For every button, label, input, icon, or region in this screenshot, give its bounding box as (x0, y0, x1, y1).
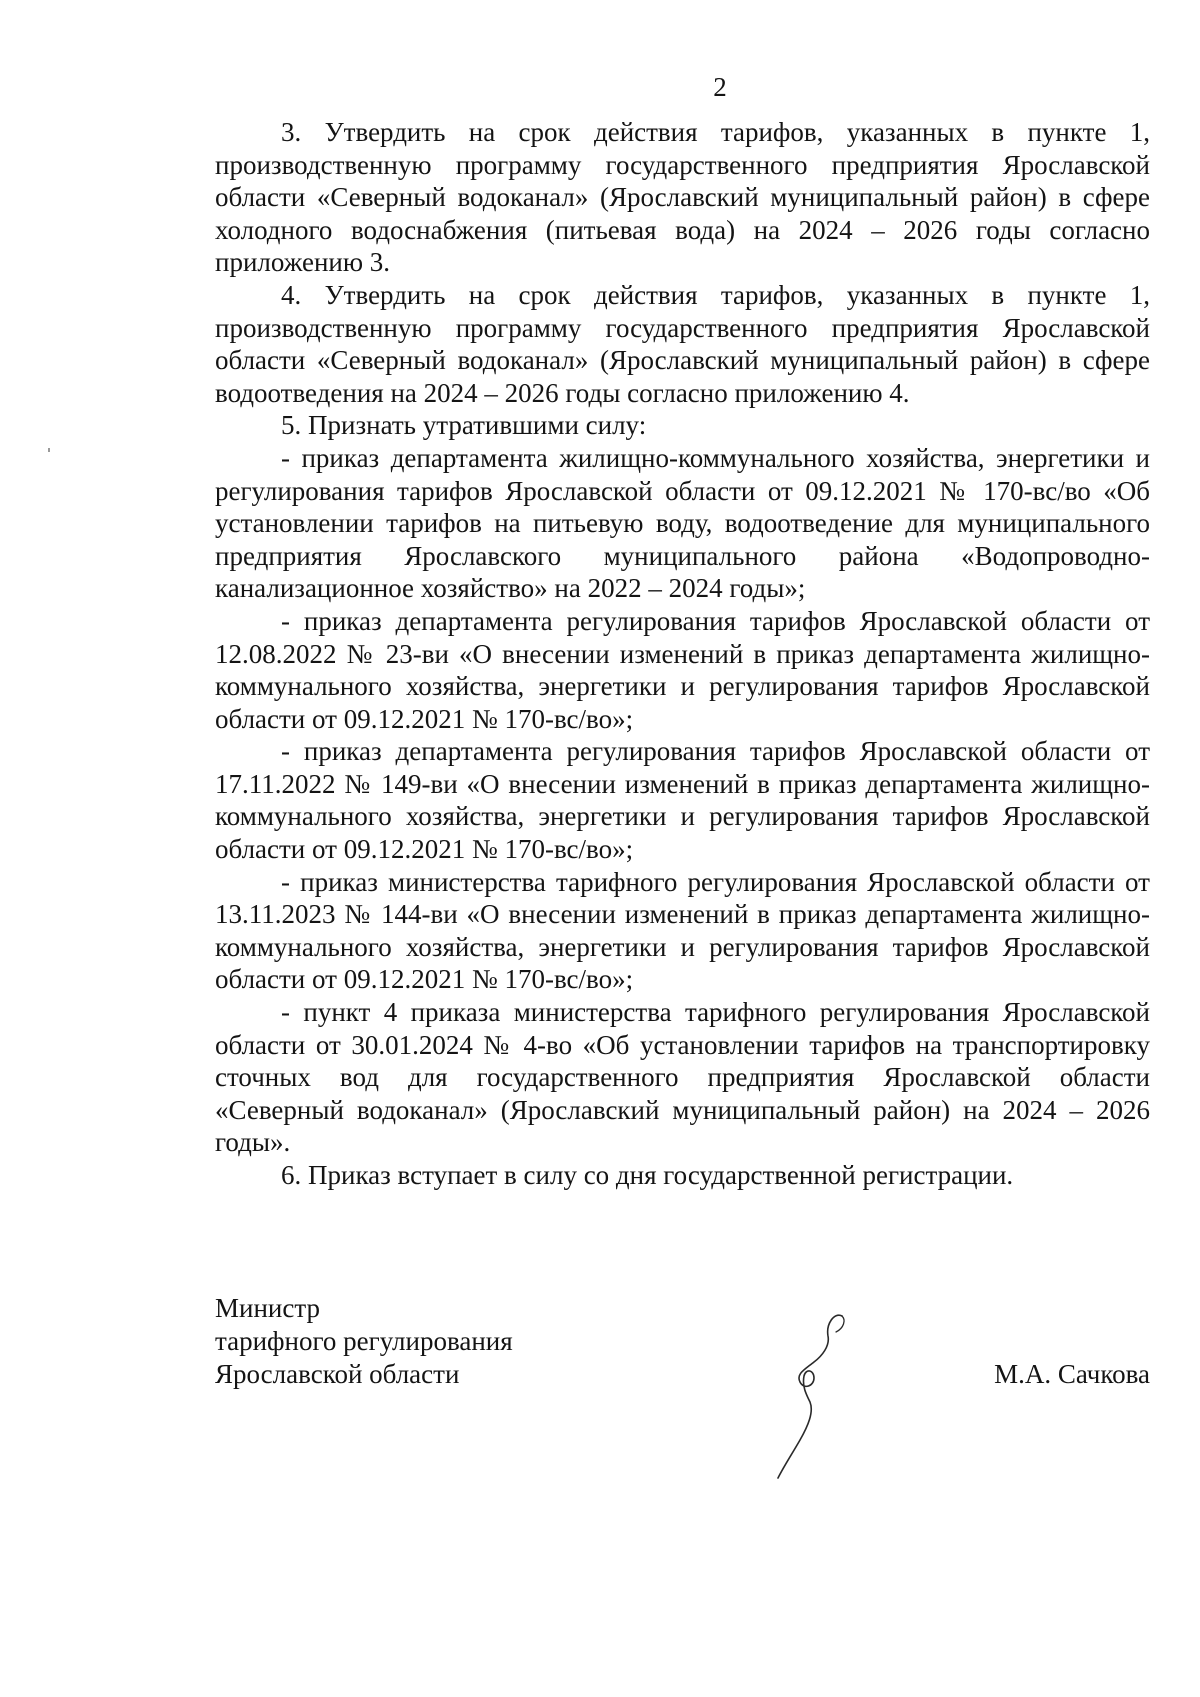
handwritten-signature-icon (770, 1310, 860, 1480)
repealed-order-1: - приказ департамента жилищно-коммунального хозяйства, энергетики и регулирования тарифов Ярославской области от 09.12.2021 № 170-вс/во «Об установлении тарифов на питьевую воду, водоотведение для муниципального предприятия Ярославского муниципального района «Водопроводно-канализационное хозяйство» на 2022 – 2024 годы»; (215, 442, 1150, 604)
signatory-title-line-1: Министр (215, 1293, 320, 1323)
paragraph-item-5: 5. Признать утратившими силу: (281, 410, 647, 441)
paragraph-item-3: 3. Утвердить на срок действия тарифов, указанных в пункте 1, производственную программу государственного предприятия Ярославской области «Северный водоканал» (Ярославский муниципальный район) в сфере холодного водоснабжения (питьевая вода) на 2024 – 2026 годы согласно приложению 3. (215, 117, 1150, 278)
signatory-title-line-2: тарифного регулирования (215, 1326, 513, 1356)
paragraph-item-4: 4. Утвердить на срок действия тарифов, указанных в пункте 1, производственную программу государственного предприятия Ярославской области «Северный водоканал» (Ярославский муниципальный район) в сфере водоотведения на 2024 – 2026 годы согласно приложению 4. (215, 279, 1150, 408)
repealed-order-4: - приказ министерства тарифного регулирования Ярославской области от 13.11.2023 № 144-ви «О внесении изменений в приказ департамента жилищно-коммунального хозяйства, энергетики и регулирования тарифов Ярославской области от 09.12.2021 № 170-вс/во»; (215, 866, 1150, 995)
signature-block (215, 1292, 1150, 1391)
document-body (215, 116, 1150, 1192)
scan-mark (48, 448, 50, 452)
repealed-order-3: - приказ департамента регулирования тарифов Ярославской области от 17.11.2022 № 149-ви «О внесении изменений в приказ департамента жилищно-коммунального хозяйства, энергетики и регулирования тарифов Ярославской области от 09.12.2021 № 170-вс/во»; (215, 736, 1150, 865)
page-number: 2 (713, 72, 727, 102)
repealed-order-5: - пункт 4 приказа министерства тарифного регулирования Ярославской области от 30.01.2024 № 4-во «Об установлении тарифов на транспортировку сточных вод для государственного предприятия Ярославской области «Северный водоканал» (Ярославский муниципальный район) на 2024 – 2026 годы». (215, 997, 1150, 1158)
repealed-order-2: - приказ департамента регулирования тарифов Ярославской области от 12.08.2022 № 23-ви «О внесении изменений в приказ департамента жилищно-коммунального хозяйства, энергетики и регулирования тарифов Ярославской области от 09.12.2021 № 170-вс/во»; (215, 605, 1150, 734)
signatory-title-line-3: Ярославской области (215, 1359, 460, 1389)
signatory-name: М.А. Сачкова (994, 1359, 1150, 1389)
paragraph-item-6: 6. Приказ вступает в силу со дня государственной регистрации. (281, 1160, 1014, 1190)
